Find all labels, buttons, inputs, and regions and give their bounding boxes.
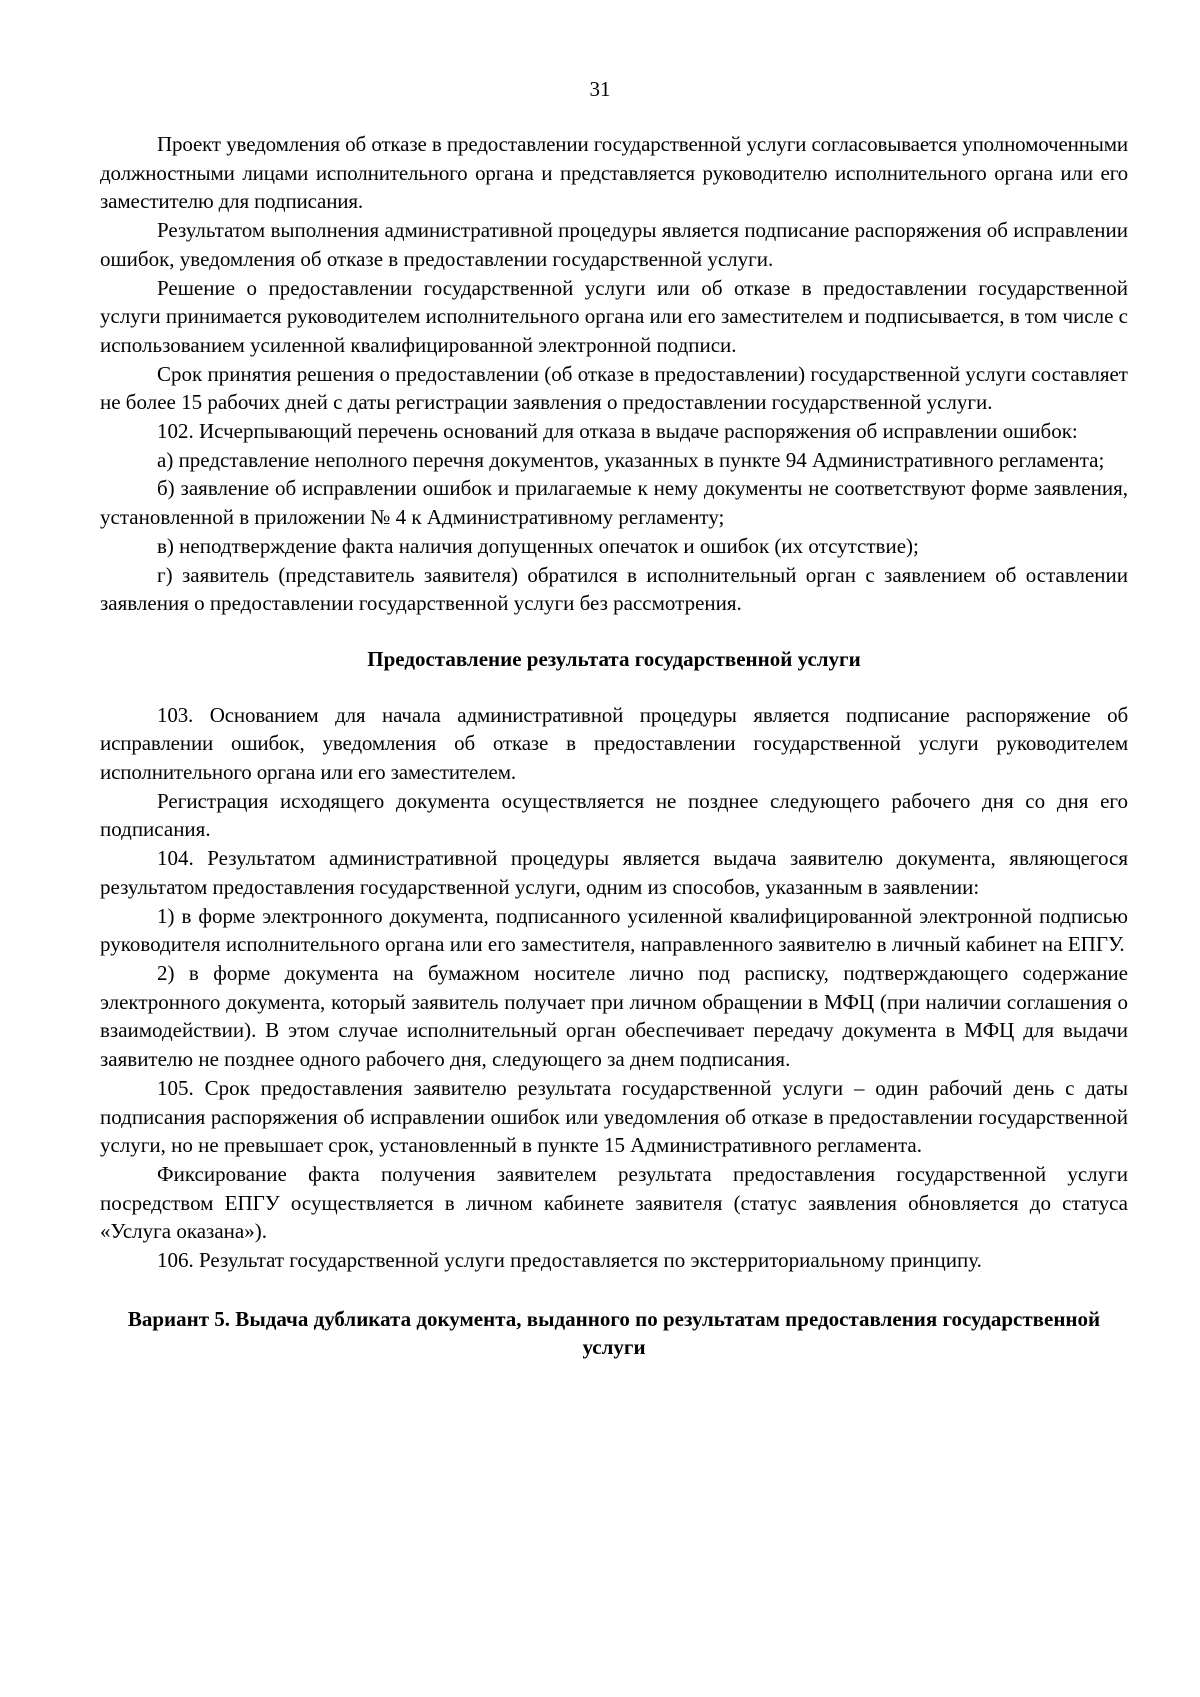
paragraph-item-105: 105. Срок предоставления заявителю результата государственной услуги – один рабочий день с даты подписания распоряжения об исправлении ошибок или уведомления об отказе в предоставлении государственной услуги, но не превышает срок, установленный в пункте 15 Административного регламента. (100, 1075, 1128, 1158)
list-item-b: б) заявление об исправлении ошибок и прилагаемые к нему документы не соответствуют форме заявления, установленной в приложении № 4 к Административному регламенту; (100, 476, 1128, 530)
paragraph-registration: Регистрация исходящего документа осуществляется не позднее следующего рабочего дня со дня его подписания. (100, 788, 1128, 842)
list-item-a: а) представление неполного перечня документов, указанных в пункте 94 Административного регламента; (157, 447, 1105, 472)
paragraph-procedure-result: Результатом выполнения административной процедуры является подписание распоряжения об исправлении ошибок, уведомления об отказе в предоставлении государственной услуги. (100, 218, 1128, 271)
paragraph-item-103: 103. Основанием для начала административной процедуры является подписание распоряжение об исправлении ошибок, уведомления об отказе в предоставлении государственной услуги руководителем исполнительного органа или его заместителем. (100, 702, 1128, 785)
paragraph-decision: Решение о предоставлении государственной услуги или об отказе в предоставлении государственной услуги принимается руководителем исполнительного органа или его заместителем и подписывается, в том числе с использованием усиленной квалифицированной электронной подписи. (100, 275, 1128, 357)
document-body (100, 130, 1128, 1362)
list-item-v: в) неподтверждение факта наличия допущенных опечаток и ошибок (их отсутствие); (157, 533, 919, 558)
page-number: 31 (589, 77, 611, 101)
paragraph-recording: Фиксирование факта получения заявителем результата предоставления государственной услуги посредством ЕПГУ осуществляется в личном кабинете заявителя (статус заявления обновляется до статуса «Услуга оказана»). (100, 1161, 1128, 1244)
paragraph-item-106: 106. Результат государственной услуги предоставляется по экстерриториальному принципу. (157, 1248, 982, 1273)
section-heading-result: Предоставление результата государственной услуги (367, 646, 861, 671)
paragraph-decision-term: Срок принятия решения о предоставлении (об отказе в предоставлении) государственной услуги составляет не более 15 рабочих дней с даты регистрации заявления о предоставлении государственной услуги. (100, 361, 1128, 415)
list-item-g: г) заявитель (представитель заявителя) обратился в исполнительный орган с заявлением об оставлении заявления о предоставлении государственной услуги без рассмотрения. (100, 562, 1128, 616)
section-heading-variant-5: Вариант 5. Выдача дубликата документа, выданного по результатам предоставления государственной услуги (127, 1306, 1101, 1360)
list-item-2: 2) в форме документа на бумажном носителе лично под расписку, подтверждающего содержание электронного документа, который заявитель получает при личном обращении в МФЦ (при наличии соглашения о взаимодействии). В этом случае исполнительный орган обеспечивает передачу документа в МФЦ для выдачи заявителю не позднее одного рабочего дня, следующего за днем подписания. (100, 960, 1128, 1072)
paragraph-item-102: 102. Исчерпывающий перечень оснований для отказа в выдаче распоряжения об исправлении ошибок: (157, 419, 1078, 444)
list-item-1: 1) в форме электронного документа, подписанного усиленной квалифицированной электронной подписью руководителя исполнительного органа или его заместителя, направленного заявителю в личный кабинет на ЕПГУ. (100, 903, 1128, 957)
paragraph-item-104: 104. Результатом административной процедуры является выдача заявителю документа, являющегося результатом предоставления государственной услуги, одним из способов, указанным в заявлении: (100, 846, 1128, 899)
paragraph-notice-draft: Проект уведомления об отказе в предоставлении государственной услуги согласовывается уполномоченными должностными лицами исполнительного органа и представляется руководителю исполнительного органа или его заместителю для подписания. (100, 132, 1128, 214)
